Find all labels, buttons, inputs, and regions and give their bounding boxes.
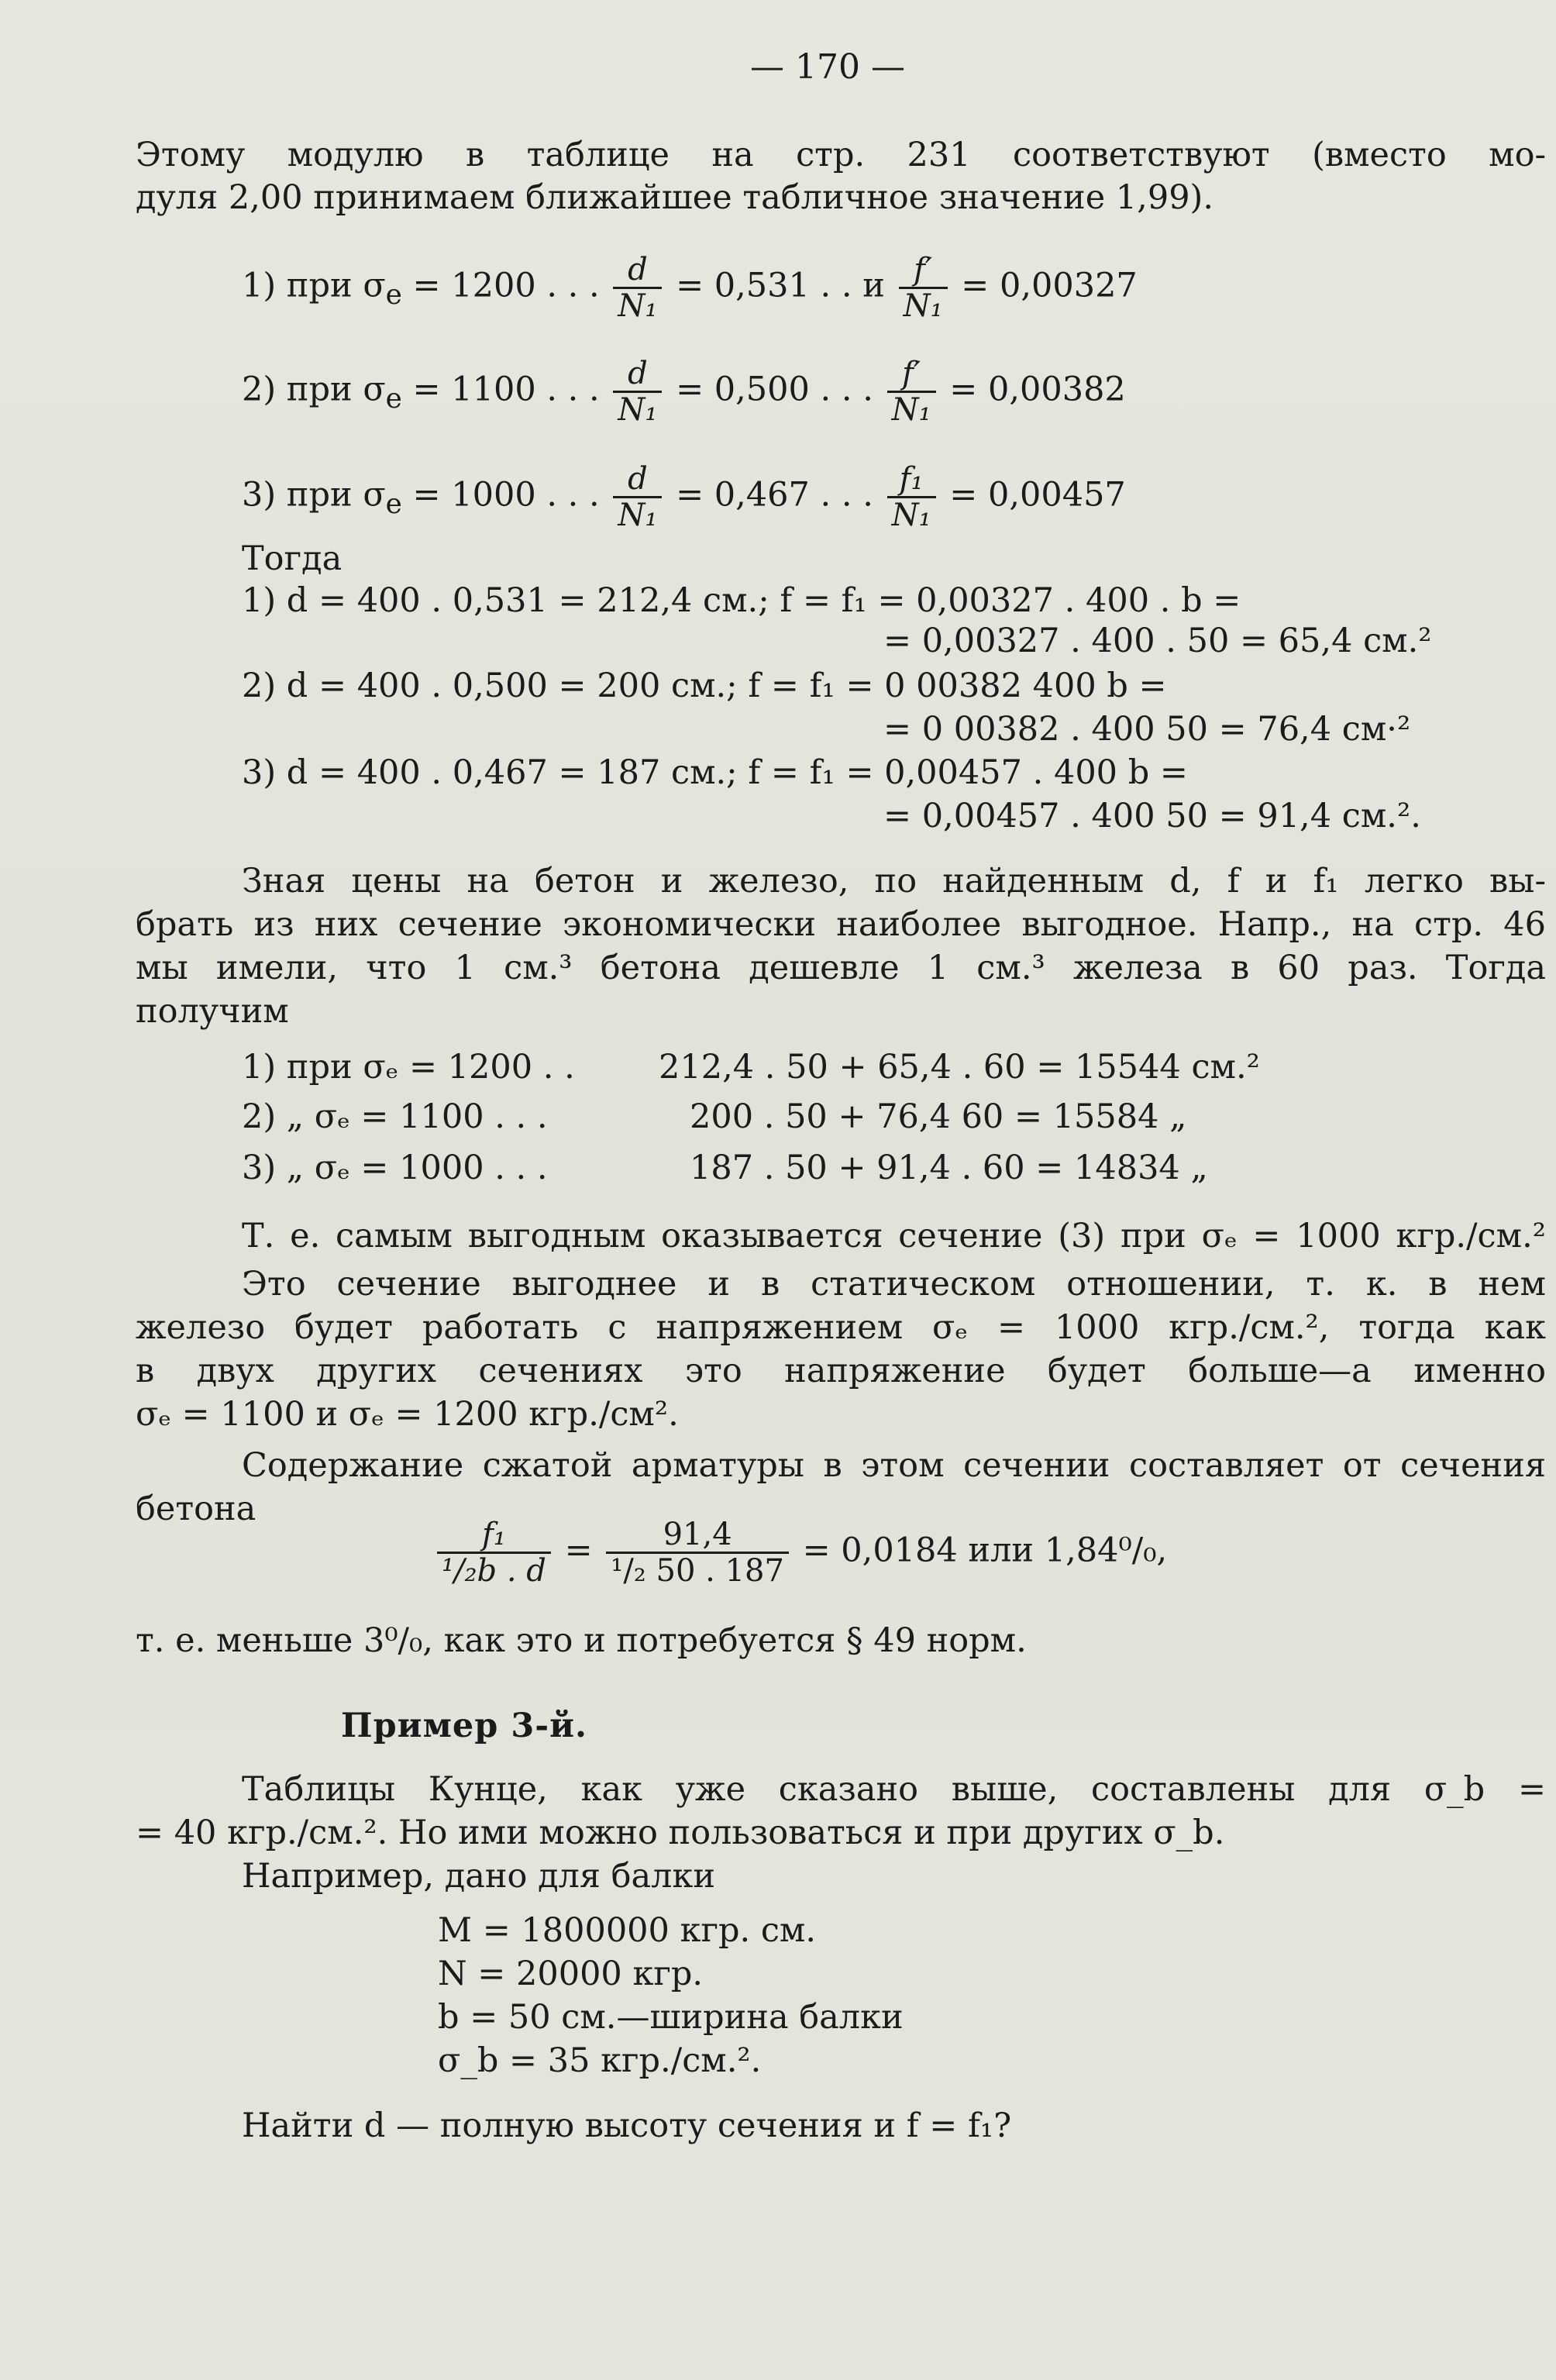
kunze-paragraph-line: Таблицы Кунце, как уже сказано выше, составлены для σ_b =: [242, 1770, 1546, 1809]
fraction-denominator: ¹/₂b . d: [442, 1553, 546, 1589]
prices-paragraph-line: мы имели, что 1 см.³ бетона дешевле 1 см.³ железа в 60 раз. Тогда: [136, 949, 1546, 987]
ratio-result: = 0,00327: [961, 266, 1138, 305]
fraction-denominator: N₁: [618, 392, 658, 428]
cost-prefix: 1) при σₑ = 1200 . .: [242, 1048, 575, 1087]
fraction-denominator: N₁: [903, 288, 943, 324]
result-line: 1) d = 400 . 0,531 = 212,4 см.; f = f₁ = 0,00327 . 400 . b =: [242, 581, 1241, 620]
fraction-denominator: ¹/₂ 50 . 187: [611, 1553, 784, 1589]
fraction: [606, 1517, 789, 1588]
cost-prefix: 3) „ σₑ = 1000 . . .: [242, 1149, 548, 1187]
result-line: 3) d = 400 . 0,467 = 187 см.; f = f₁ = 0,00457 . 400 b =: [242, 753, 1188, 792]
armature-paragraph-line: бетона: [136, 1490, 256, 1528]
fraction-numerator: f′: [887, 356, 936, 393]
ratio-row: [242, 462, 1126, 532]
given-item: M = 1800000 кгр. см.: [438, 1911, 817, 1950]
ratio-value: = 1100 . . .: [401, 370, 600, 409]
fraction-numerator: 91,4: [606, 1517, 789, 1554]
ratio-label: 1) при σ: [242, 266, 386, 305]
fraction: [613, 356, 662, 427]
kunze-paragraph-line: = 40 кгр./см.². Но ими можно пользоваться и при других σ_b.: [136, 1813, 1225, 1852]
ratio-label: 3) при σ: [242, 475, 386, 515]
ratio-equals: = 0,500 . . .: [676, 370, 873, 409]
cost-expression: 187 . 50 + 91,4 . 60 = 14834 „: [690, 1149, 1208, 1187]
cost-expression: 200 . 50 + 76,4 60 = 15584 „: [690, 1097, 1187, 1136]
result-line: 2) d = 400 . 0,500 = 200 см.; f = f₁ = 0 00382 400 b =: [242, 666, 1167, 705]
given-item: N = 20000 кгр.: [438, 1955, 704, 1993]
ratio-result: = 0,00457: [949, 475, 1126, 515]
ratio-label: 2) при σ: [242, 370, 386, 409]
fraction: [899, 253, 948, 323]
static-paragraph-line: Это сечение выгоднее и в статическом отношении, т. к. в нем: [242, 1265, 1546, 1304]
fraction: [613, 253, 662, 323]
fraction-denominator: N₁: [891, 392, 931, 428]
fraction-numerator: d: [613, 356, 662, 393]
ratio-row: [242, 253, 1138, 323]
armature-formula: [434, 1517, 1167, 1588]
static-paragraph-line: железо будет работать с напряжением σₑ = 1000 кгр./см.², тогда как: [136, 1308, 1546, 1347]
fraction: [887, 462, 936, 532]
fraction-denominator: N₁: [891, 498, 931, 533]
equals-sign: =: [564, 1531, 593, 1570]
fraction-numerator: d: [613, 462, 662, 498]
result-line-cont: = 0,00327 . 400 . 50 = 65,4 см.²: [883, 622, 1432, 660]
ratio-equals: = 0,467 . . .: [676, 475, 873, 515]
static-paragraph-line: σₑ = 1100 и σₑ = 1200 кгр./см².: [136, 1395, 679, 1434]
given-item: σ_b = 35 кгр./см.².: [438, 2041, 762, 2080]
intro-line-2: дуля 2,00 принимаем ближайшее табличное значение 1,99).: [136, 178, 1213, 217]
ratio-row: [242, 356, 1126, 427]
ratio-result: = 0,00382: [949, 370, 1126, 409]
less-line: т. е. меньше 3⁰/₀, как это и потребуется § 49 норм.: [136, 1621, 1027, 1660]
cost-expression: 212,4 . 50 + 65,4 . 60 = 15544 см.²: [659, 1048, 1260, 1087]
fraction-numerator: d: [613, 253, 662, 289]
fraction-numerator: f′: [899, 253, 948, 289]
fraction-numerator: f₁: [437, 1517, 551, 1554]
fraction-denominator: N₁: [618, 288, 658, 324]
then-label: Тогда: [242, 539, 343, 578]
ratio-sub: e: [385, 279, 402, 312]
prices-paragraph-line: Зная цены на бетон и железо, по найденным d, f и f₁ легко вы-: [242, 862, 1546, 901]
fraction-denominator: N₁: [618, 498, 658, 533]
given-label: Например, дано для балки: [242, 1857, 716, 1896]
conclusion-line: Т. е. самым выгодным оказывается сечение (3) при σₑ = 1000 кгр./см.²: [242, 1217, 1546, 1255]
result-line-cont: = 0,00457 . 400 50 = 91,4 см.².: [883, 797, 1421, 835]
given-item: b = 50 см.—ширина балки: [438, 1998, 904, 2037]
prices-paragraph-line: получим: [136, 992, 289, 1031]
intro-line-1: Этому модулю в таблице на стр. 231 соответствуют (вместо мо-: [136, 136, 1546, 174]
fraction-numerator: f₁: [887, 462, 936, 498]
formula-result: = 0,0184 или 1,84⁰/₀,: [802, 1531, 1168, 1570]
result-line-cont: = 0 00382 . 400 50 = 76,4 см·²: [883, 710, 1411, 749]
fraction: [437, 1517, 551, 1588]
fraction: [887, 356, 936, 427]
find-line: Найти d — полную высоту сечения и f = f₁?: [242, 2106, 1012, 2145]
ratio-equals: = 0,531 . . и: [676, 266, 885, 305]
armature-paragraph-line: Содержание сжатой арматуры в этом сечении составляет от сечения: [242, 1446, 1546, 1485]
prices-paragraph-line: брать из них сечение экономически наиболее выгодное. Напр., на стр. 46: [136, 905, 1546, 944]
page-number: — 170 —: [750, 47, 905, 87]
example-heading: Пример 3-й.: [341, 1707, 587, 1745]
ratio-value: = 1200 . . .: [401, 266, 600, 305]
cost-prefix: 2) „ σₑ = 1100 . . .: [242, 1097, 548, 1136]
fraction: [613, 462, 662, 532]
ratio-sub: e: [385, 383, 402, 415]
static-paragraph-line: в двух других сечениях это напряжение будет больше—а именно: [136, 1352, 1546, 1390]
ratio-sub: e: [385, 488, 402, 521]
ratio-value: = 1000 . . .: [401, 475, 600, 515]
